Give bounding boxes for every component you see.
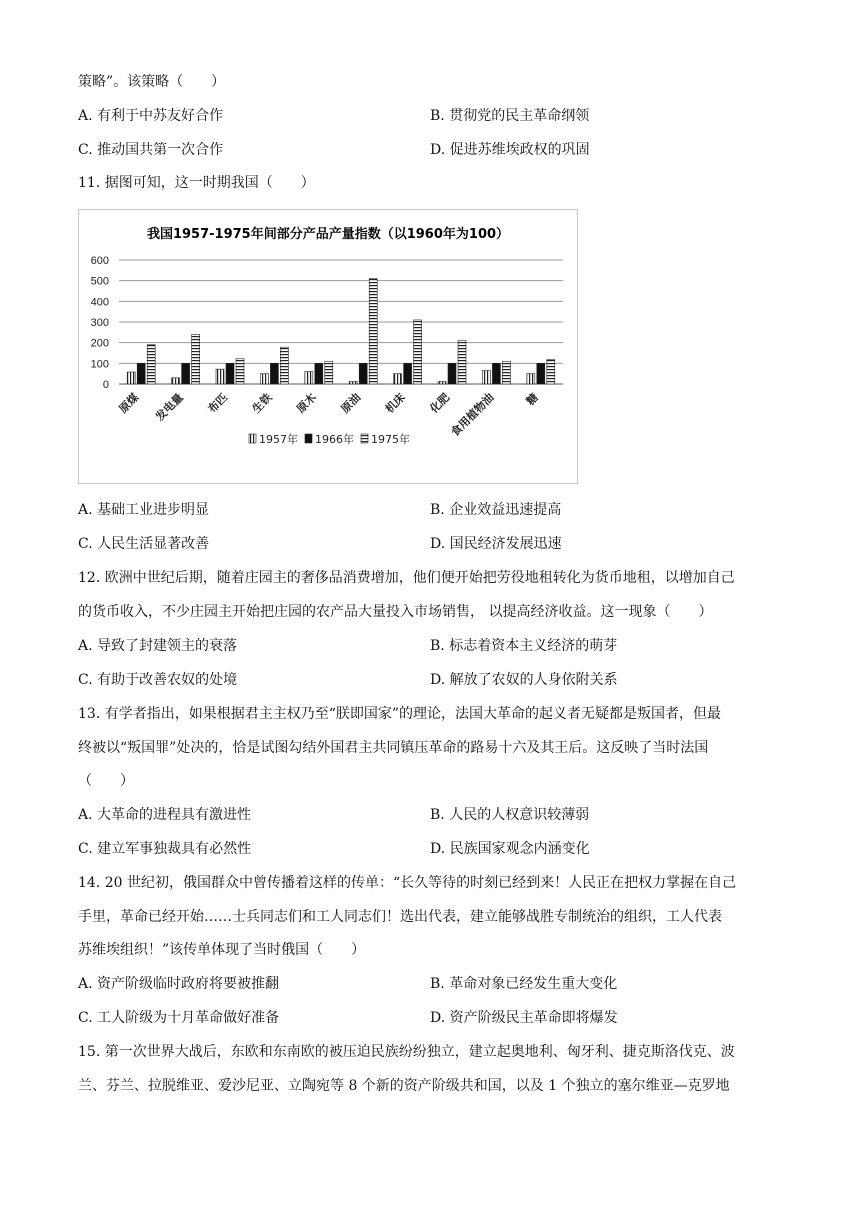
q14-stem-line-1: 14. 20 世纪初，俄国群众中曾传播着这样的传单：“长久等待的时刻已经到来！人民正在把权力掌握在自己 [78,875,737,891]
bar-1966年-布匹 [226,363,234,384]
x-tick-label: 生铁 [249,390,275,416]
bar-1966年-原油 [359,363,367,384]
y-tick-label: 400 [90,296,109,309]
x-tick-label: 发电量 [153,390,186,424]
q14-stem-line-2: 手里，革命已经开始……士兵同志们和工人同志们！选出代表，建立能够战胜专制统治的组织，工人代表 [78,909,722,925]
q10-option-b: B. 贯彻党的民主革命纲领 [430,108,590,124]
bar-1966年-生铁 [270,363,278,384]
q12-option-d: D. 解放了农奴的人身依附关系 [430,672,618,688]
q12-option-c: C. 有助于改善农奴的处境 [78,672,238,688]
bar-1975年-原油 [369,279,377,384]
y-tick-label: 0 [102,379,109,391]
bar-1966年-化肥 [448,363,456,384]
bar-1975年-生铁 [280,347,288,384]
q11-stem: 11. 据图可知，这一时期我国（ ） [78,175,315,191]
y-tick-label: 600 [90,255,109,267]
x-tick-label: 食用植物油 [448,390,497,440]
bar-1975年-化肥 [458,341,466,384]
bar-1957年-生铁 [260,374,268,384]
bar-1957年-原木 [305,372,313,384]
legend-swatch [305,434,312,443]
q11-option-b: B. 企业效益迅速提高 [430,502,562,518]
q15-stem-line-2: 兰、芬兰、拉脱维亚、爱沙尼亚、立陶宛等 8 个新的资产阶级共和国，以及 1 个独立的塞尔维亚—克罗地 [78,1078,730,1094]
x-tick-label: 原煤 [116,390,142,416]
q12-stem-line-2: 的货币收入，不少庄园主开始把庄园的农产品大量投入市场销售， 以提高经济收益。这一现象（ ） [78,604,713,620]
y-tick-label: 200 [90,337,109,350]
bar-1957年-发电量 [172,378,180,384]
q14-option-c: C. 工人阶级为十月革命做好准备 [78,1010,280,1026]
legend-label: 1966年 [315,433,354,446]
legend-label: 1957年 [259,433,298,446]
bar-1975年-原煤 [147,345,155,384]
x-tick-label: 糖 [523,390,541,408]
legend-swatch [361,434,368,443]
q14-option-b: B. 革命对象已经发生重大变化 [430,976,618,992]
q13-option-c: C. 建立军事独裁具有必然性 [78,841,252,857]
bar-1957年-糖 [527,374,535,384]
chart-svg [79,210,577,483]
bar-1966年-发电量 [182,363,190,384]
q13-option-b: B. 人民的人权意识较薄弱 [430,807,590,823]
q13-stem-line-1: 13. 有学者指出，如果根据君主主权乃至“朕即国家”的理论，法国大革命的起义者无疑都是叛国者，但最 [78,706,722,722]
x-tick-label: 原油 [338,390,364,416]
bar-1957年-机床 [394,374,402,384]
y-tick-label: 500 [90,275,109,288]
x-tick-label: 化肥 [427,390,453,416]
bar-1975年-发电量 [192,334,200,384]
q15-stem-line-1: 15. 第一次世界大战后，东欧和东南欧的被压迫民族纷纷独立，建立起奥地利、匈牙利、捷克斯洛伐克、波 [78,1044,735,1060]
bar-1975年-食用植物油 [502,361,510,384]
q13-option-a: A. 大革命的进程具有激进性 [78,807,252,823]
q10-option-d: D. 促进苏维埃政权的巩固 [430,142,590,158]
bar-1975年-布匹 [236,359,244,384]
bar-1966年-糖 [537,363,545,384]
bar-1966年-机床 [404,363,412,384]
q10-option-c: C. 推动国共第一次合作 [78,142,224,158]
bar-1966年-食用植物油 [492,363,500,384]
q14-stem-line-3: 苏维埃组织！”该传单体现了当时俄国（ ） [78,942,366,958]
q12-option-b: B. 标志着资本主义经济的萌芽 [430,638,618,654]
legend-label: 1975年 [371,433,410,446]
bar-1957年-原油 [349,382,357,384]
x-tick-label: 机床 [382,390,408,416]
q13-option-d: D. 民族国家观念内涵变化 [430,841,590,857]
bar-1957年-化肥 [438,382,446,384]
y-tick-label: 100 [90,358,109,371]
chart-title: 我国1957-1975年间部分产品产量指数（以1960年为100） [146,227,510,242]
q13-stem-line-2: 终被以“叛国罪”处决的，恰是试图勾结外国君主共同镇压革命的路易十六及其王后。这反映了当时法国 [78,740,709,756]
bar-1975年-原木 [325,361,333,384]
q10-option-a: A. 有利于中苏友好合作 [78,108,224,124]
x-tick-label: 原木 [294,390,319,416]
bar-1966年-原木 [315,363,323,384]
bar-1966年-原煤 [137,363,145,384]
bar-1957年-食用植物油 [482,371,490,384]
bar-1957年-原煤 [127,372,135,384]
q11-option-c: C. 人民生活显著改善 [78,536,210,552]
q14-option-d: D. 资产阶级民主革命即将爆发 [430,1010,618,1026]
q12-option-a: A. 导致了封建领主的衰落 [78,638,238,654]
bar-1975年-机床 [414,320,422,384]
q11-option-d: D. 国民经济发展迅速 [430,536,562,552]
q12-stem-line-1: 12. 欧洲中世纪后期，随着庄园主的奢侈品消费增加，他们便开始把劳役地租转化为货币地租，以增加自己 [78,570,735,586]
q10-stem-tail: 策略”。该策略（ ） [78,74,226,90]
production-index-chart [78,209,578,484]
q11-option-a: A. 基础工业进步明显 [78,502,210,518]
q14-option-a: A. 资产阶级临时政府将要被推翻 [78,976,280,992]
x-tick-label: 布匹 [205,390,231,416]
y-tick-label: 300 [90,317,109,329]
bar-1975年-糖 [547,360,555,384]
bar-1957年-布匹 [216,369,224,384]
q13-stem-line-3: （ ） [78,773,134,789]
legend-swatch [249,434,256,443]
